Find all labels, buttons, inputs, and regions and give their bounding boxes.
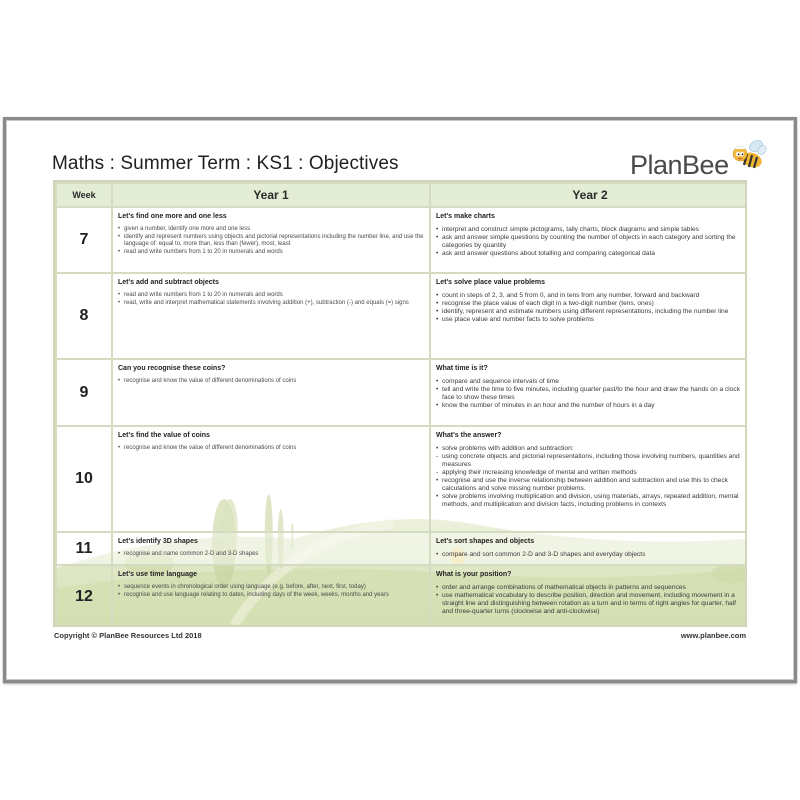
objective-item: • recognise and use the inverse relationship between addition and subtraction and use this to check calculations and solve missing number problems. bbox=[436, 477, 744, 493]
objectives-table-container bbox=[53, 180, 747, 627]
objective-item: • solve problems involving multiplication and division, using materials, arrays, repeated addition, mental methods, and multiplication and division facts, including problems in contexts bbox=[436, 493, 744, 509]
objective-item: • read and write numbers from 1 to 20 in numerals and words bbox=[118, 249, 424, 257]
objective-item: • use mathematical vocabulary to describe position, direction and movement, including movement in a straight line and distinguishing between rotation as a turn and in terms of right angles for quarter, half and three-quarter turns (clockwise and anti-clockwise) bbox=[436, 592, 744, 616]
objective-item: • know the number of minutes in an hour and the number of hours in a day bbox=[436, 402, 744, 410]
objective-item: • tell and write the time to five minutes, including quarter past/to the hour and draw the hands on a clock face to show these times bbox=[436, 386, 744, 402]
table-row-week-9 bbox=[56, 359, 747, 426]
objective-subitem: - applying their increasing knowledge of mental and written methods bbox=[436, 469, 744, 477]
objective-item: • read and write numbers from 1 to 20 in numerals and words bbox=[118, 292, 424, 300]
objective-item: • ask and answer questions about totalling and comparing categorical data bbox=[436, 250, 744, 258]
year1-objectives-cell bbox=[112, 532, 430, 565]
lesson-title: Let's find one more and one less bbox=[118, 213, 227, 220]
brand-name: PlanBee bbox=[630, 150, 729, 180]
lesson-title: What time is it? bbox=[436, 365, 488, 372]
week-number: 12 bbox=[56, 565, 112, 627]
planbee-logo bbox=[630, 138, 760, 182]
week-number: 11 bbox=[56, 532, 112, 565]
table-row-week-11 bbox=[56, 532, 747, 565]
lesson-title: What's the answer? bbox=[436, 432, 502, 439]
objectives-list bbox=[436, 551, 744, 559]
lesson-title: Let's use time language bbox=[118, 571, 198, 578]
objectives-list bbox=[118, 226, 424, 256]
week-number: 10 bbox=[56, 426, 112, 532]
objective-item: • recognise and know the value of different denominations of coins bbox=[118, 445, 424, 453]
objectives-list bbox=[436, 292, 744, 324]
table-row-week-8 bbox=[56, 273, 747, 359]
objectives-list bbox=[118, 292, 424, 307]
column-header-year2: Year 2 bbox=[430, 183, 747, 207]
lesson-title: Let's identify 3D shapes bbox=[118, 538, 198, 545]
objective-item: • sequence events in chronological order using language (e.g. before, after, next, first, today) bbox=[118, 584, 424, 592]
objective-item: • given a number, identify one more and one less bbox=[118, 226, 424, 234]
objective-item: • read, write and interpret mathematical statements involving addition (+), subtraction (-) and equals (=) signs bbox=[118, 300, 424, 308]
objective-subitem: - using concrete objects and pictorial representations, including those involving numbers, quantities and measures bbox=[436, 453, 744, 469]
year2-objectives-cell bbox=[430, 207, 747, 273]
year1-objectives-cell bbox=[112, 207, 430, 273]
objectives-table bbox=[55, 182, 747, 627]
objectives-list bbox=[118, 445, 424, 453]
objectives-list bbox=[118, 378, 424, 386]
year2-objectives-cell bbox=[430, 565, 747, 627]
objectives-list bbox=[436, 445, 744, 509]
year1-objectives-cell bbox=[112, 273, 430, 359]
table-row-week-12 bbox=[56, 565, 747, 627]
objectives-list bbox=[436, 226, 744, 258]
year2-objectives-cell bbox=[430, 426, 747, 532]
lesson-title: Let's find the value of coins bbox=[118, 432, 210, 439]
objective-item: • compare and sort common 2-D and 3-D shapes and everyday objects bbox=[436, 551, 744, 559]
objectives-list bbox=[118, 584, 424, 599]
objectives-list bbox=[436, 584, 744, 616]
page-title: Maths : Summer Term : KS1 : Objectives bbox=[52, 153, 399, 174]
objective-item: • recognise and name common 2-D and 3-D shapes bbox=[118, 551, 424, 559]
objective-item: • identify and represent numbers using objects and pictorial representations including the number line, and use the language of: equal to, more than, less than (fewer), most, least bbox=[118, 234, 424, 249]
table-row-week-10 bbox=[56, 426, 747, 532]
objectives-list bbox=[436, 378, 744, 410]
objective-item: • solve problems with addition and subtraction: bbox=[436, 445, 744, 453]
objective-item: • use place value and number facts to solve problems bbox=[436, 316, 744, 324]
year1-objectives-cell bbox=[112, 359, 430, 426]
week-number: 8 bbox=[56, 273, 112, 359]
lesson-title: Let's solve place value problems bbox=[436, 279, 546, 286]
website-link[interactable]: www.planbee.com bbox=[680, 631, 746, 640]
year2-objectives-cell bbox=[430, 273, 747, 359]
year1-objectives-cell bbox=[112, 565, 430, 627]
year2-objectives-cell bbox=[430, 359, 747, 426]
week-number: 9 bbox=[56, 359, 112, 426]
objective-item: • count in steps of 2, 3, and 5 from 0, and in tens from any number, forward and backward bbox=[436, 292, 744, 300]
objective-item: • recognise and know the value of different denominations of coins bbox=[118, 378, 424, 386]
year2-objectives-cell bbox=[430, 532, 747, 565]
year1-objectives-cell bbox=[112, 426, 430, 532]
column-header-week: Week bbox=[56, 183, 112, 207]
objective-item: • recognise the place value of each digit in a two-digit number (tens, ones) bbox=[436, 300, 744, 308]
copyright-notice: Copyright © PlanBee Resources Ltd 2018 bbox=[54, 631, 202, 640]
objective-item: • interpret and construct simple pictograms, tally charts, block diagrams and simple tables bbox=[436, 226, 744, 234]
objectives-list bbox=[118, 551, 424, 559]
bee-mascot-icon bbox=[728, 138, 768, 172]
lesson-title: Let's make charts bbox=[436, 213, 495, 220]
lesson-title: Can you recognise these coins? bbox=[118, 365, 226, 372]
lesson-title: Let's add and subtract objects bbox=[118, 279, 219, 286]
table-row-week-7 bbox=[56, 207, 747, 273]
lesson-title: What is your position? bbox=[436, 571, 512, 578]
lesson-title: Let's sort shapes and objects bbox=[436, 538, 535, 545]
week-number: 7 bbox=[56, 207, 112, 273]
objective-item: • ask and answer simple questions by counting the number of objects in each category and sorting the categories by quantity bbox=[436, 234, 744, 250]
objective-item: • identify, represent and estimate numbers using different representations, including the number line bbox=[436, 308, 744, 316]
objective-item: • compare and sequence intervals of time bbox=[436, 378, 744, 386]
objective-item: • order and arrange combinations of mathematical objects in patterns and sequences bbox=[436, 584, 744, 592]
objective-item: • recognise and use language relating to dates, including days of the week, weeks, months and years bbox=[118, 592, 424, 600]
column-header-year1: Year 1 bbox=[112, 183, 430, 207]
